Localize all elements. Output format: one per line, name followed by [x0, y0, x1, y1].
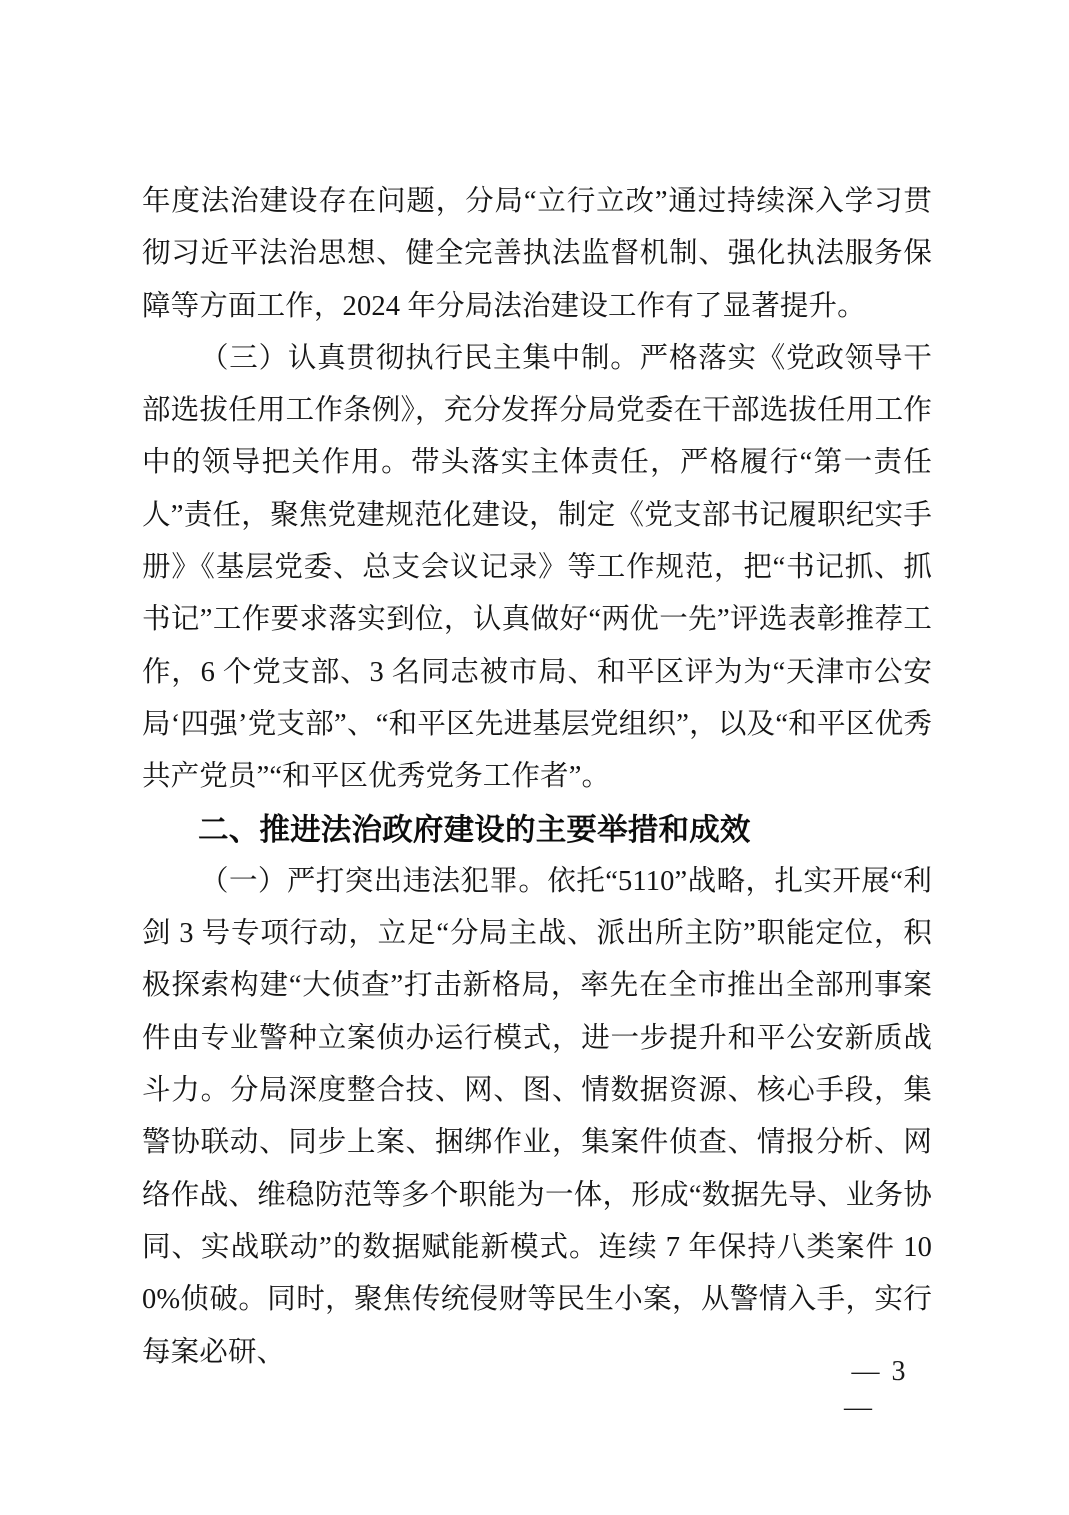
paragraph-democratic-centralism: （三）认真贯彻执行民主集中制。严格落实《党政领导干部选拔任用工作条例》，充分发挥分局党委在干部选拔任用工作中的领导把关作用。带头落实主体责任，严格履行“第一责任人”责任，聚焦党建规范化建设，制定《党支部书记履职纪实手册》《基层党委、总支会议记录》等工作规范，把“书记抓、抓书记”工作要求落实到位，认真做好“两优一先”评选表彰推荐工作，6 个党支部、3 名同志被市局、和平区评为为“天津市公安局‘四强’党支部”、“和平区先进基层党组织”，以及“和平区优秀共产党员”“和平区优秀党务工作者”。 — [142, 342, 932, 793]
page-number: 3 — [891, 1356, 906, 1387]
page-footer-line-primary — [142, 1352, 932, 1392]
paragraph-crackdown-crime: （一）严打突出违法犯罪。依托“5110”战略，扎实开展“利剑 3 号专项行动，立足“分局主战、派出所主防”职能定位，积极探索构建“大侦查”打击新格局，率先在全市推出全部刑事案件由专业警种立案侦办运行模式，进一步提升和平公安新质战斗力。分局深度整合技、网、图、情数据资源、核心手段，集警协联动、同步上案、捆绑作业，集案件侦查、情报分析、网络作战、维稳防范等多个职能为一体，形成“数据先导、业务协同、实战联动”的数据赋能新模式。连续 7 年保持八类案件 100%侦破。同时，聚焦传统侵财等民生小案，从警情入手，实行每案必研、 — [142, 865, 932, 1368]
page-text-column — [142, 176, 932, 1379]
page-footer-line-secondary — [142, 1388, 932, 1428]
page-footer — [142, 1352, 932, 1428]
paragraph-continued-legal-construction: 年度法治建设存在问题，分局“立行立改”通过持续深入学习贯彻习近平法治思想、健全完善执法监督机制、强化执法服务保障等方面工作，2024 年分局法治建设工作有了显著提升。 — [142, 186, 932, 322]
footer-dash-left-icon: — — [851, 1356, 880, 1387]
footer-dash-right-icon: — — [844, 1392, 872, 1423]
heading-section-two: 二、推进法治政府建设的主要举措和成效 — [198, 812, 751, 847]
